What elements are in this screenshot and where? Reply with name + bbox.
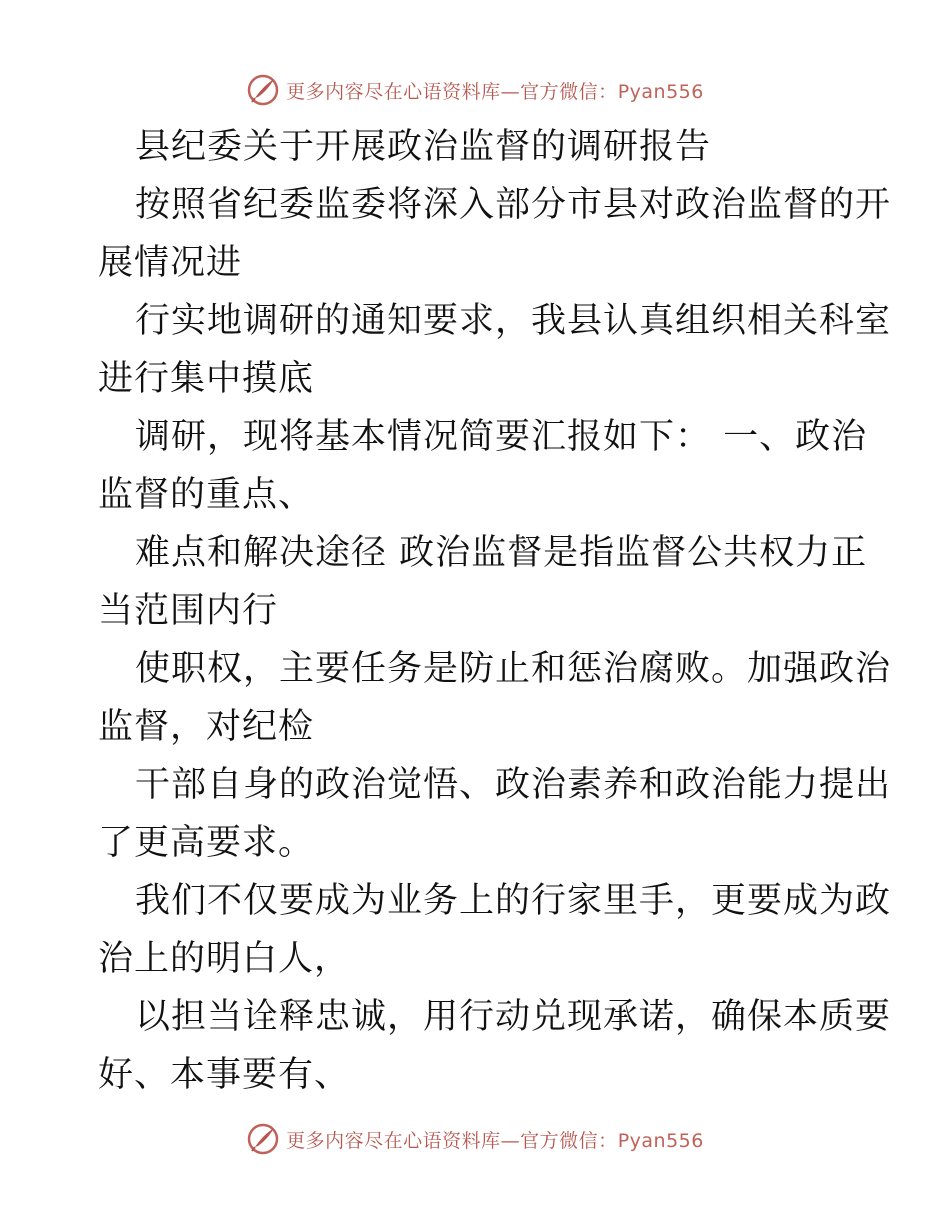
watermark-contact-label: 官方微信：	[520, 1129, 618, 1152]
text-line: 以担当诠释忠诚，用行动兑现承诺，确保本质要	[135, 997, 892, 1037]
text-line: 监督的重点、	[98, 475, 315, 515]
footer-watermark	[0, 1119, 950, 1159]
document-title: 县纪委关于开展政治监督的调研报告	[135, 127, 712, 167]
watermark-dash: —	[500, 80, 521, 103]
text-line: 按照省纪委监委将深入部分市县对政治监督的开	[135, 185, 892, 225]
watermark-site-name: 更多内容尽在心语资料库	[286, 1129, 501, 1152]
text-line: 了更高要求。	[98, 823, 315, 863]
text-line: 难点和解决途径 政治监督是指监督公共权力正	[135, 533, 868, 573]
text-line: 监督，对纪检	[98, 707, 315, 747]
watermark-wechat-id: Pyan556	[617, 1129, 704, 1152]
text-line: 进行集中摸底	[98, 359, 315, 399]
quill-pen-icon	[246, 73, 280, 107]
text-line: 行实地调研的通知要求，我县认真组织相关科室	[135, 301, 892, 341]
watermark-wechat-id: Pyan556	[617, 80, 704, 103]
text-line: 我们不仅要成为业务上的行家里手，更要成为政	[135, 881, 892, 921]
text-line: 调研，现将基本情况简要汇报如下： 一、政治	[135, 417, 868, 457]
text-line: 好、本事要有、	[98, 1055, 351, 1095]
watermark-contact-label: 官方微信：	[520, 80, 618, 103]
watermark-text	[286, 77, 704, 104]
watermark-site-name: 更多内容尽在心语资料库	[286, 80, 501, 103]
watermark-text	[286, 1126, 704, 1153]
watermark-dash: —	[500, 1129, 521, 1152]
header-watermark	[0, 70, 950, 110]
text-line: 干部自身的政治觉悟、政治素养和政治能力提出	[135, 765, 892, 805]
quill-pen-icon	[246, 1122, 280, 1156]
document-body	[98, 118, 892, 1104]
text-line: 当范围内行	[98, 591, 279, 631]
text-line: 治上的明白人，	[98, 939, 351, 979]
text-line: 展情况进	[98, 243, 243, 283]
text-line: 使职权，主要任务是防止和惩治腐败。加强政治	[135, 649, 892, 689]
